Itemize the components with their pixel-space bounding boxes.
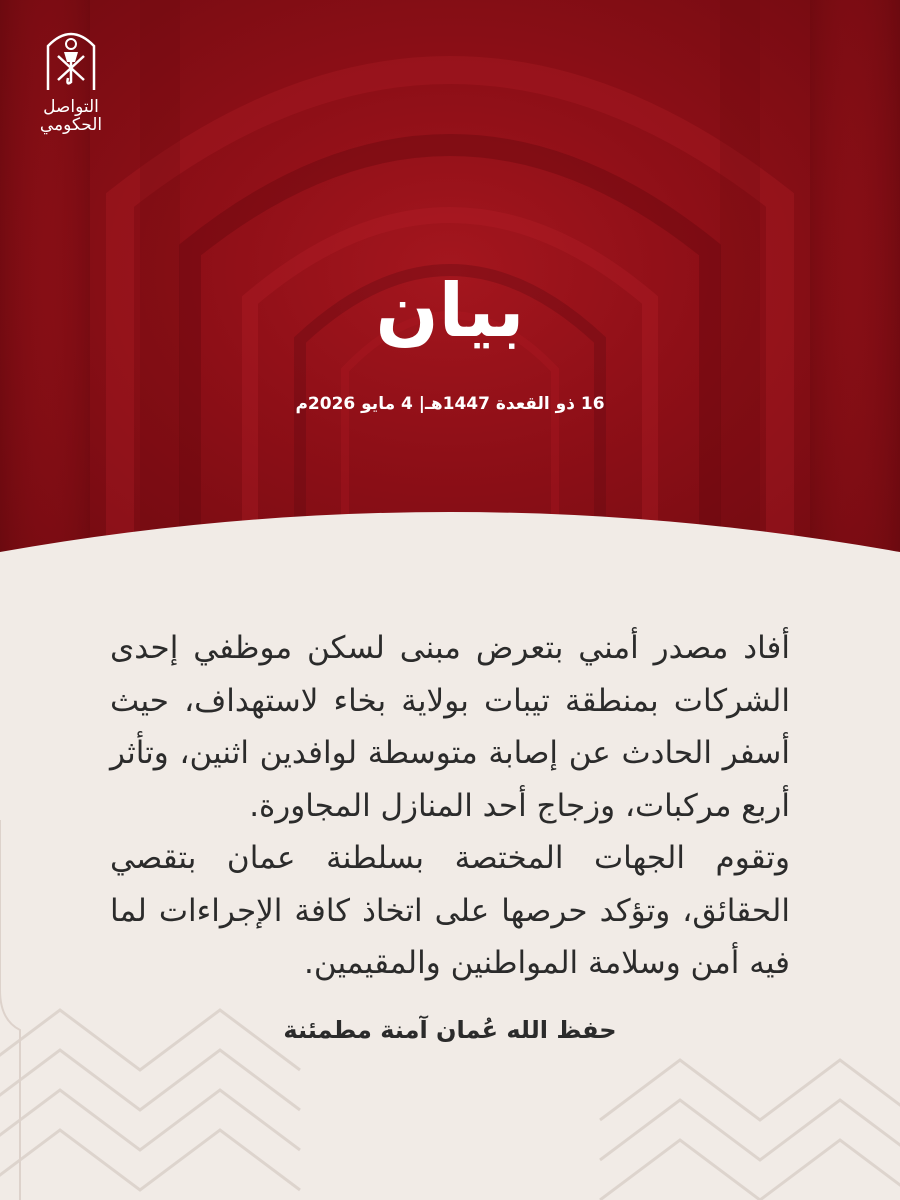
- statement-body: [110, 622, 790, 990]
- statement-title: بيان: [375, 268, 525, 354]
- statement-paragraph-1: أفاد مصدر أمني بتعرض مبنى لسكن موظفي إحدى الشركات بمنطقة تيبات بولاية بخاء لاستهداف، حيث أسفر الحادث عن إصابة متوسطة لوافدين اثنين، وتأثر أربع مركبات، وزجاج أحد المنازل المجاورة.: [110, 630, 790, 824]
- logo-line-2: الحكومي: [39, 115, 103, 135]
- logo-line-1: التواصل: [43, 97, 99, 117]
- statement-paragraph-2: وتقوم الجهات المختصة بسلطنة عمان بتقصي الحقائق، وتؤكد حرصها على اتخاذ كافة الإجراءات لما فيه أمن وسلامة المواطنين والمقيمين.: [110, 840, 790, 981]
- closing-line: حفظ الله عُمان آمنة مطمئنة: [283, 1016, 617, 1044]
- statement-date: 16 ذو القعدة 1447هـ| 4 مايو 2026م: [295, 394, 605, 414]
